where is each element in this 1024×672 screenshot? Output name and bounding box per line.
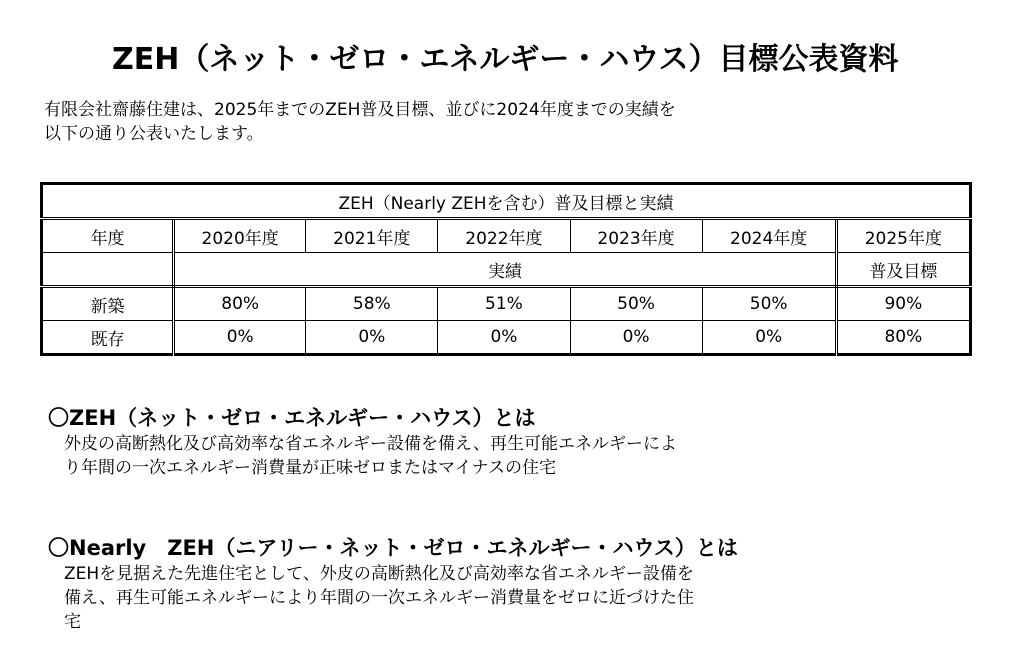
row-label-cell: 新築 [42, 287, 174, 321]
year-cell: 2021年度 [306, 219, 438, 253]
value-cell: 51% [438, 287, 570, 321]
intro-line: 有限会社齋藤住建は、2025年までのZEH普及目標、並びに2024年度までの実績を [44, 100, 676, 120]
table-header-row [42, 219, 971, 253]
definition-line: ZEHを見据えた先進住宅として、外皮の高断熱化及び高効率な省エネルギー設備を [64, 564, 694, 584]
definition-line: り年間の一次エネルギー消費量が正味ゼロまたはマイナスの住宅 [64, 458, 556, 478]
table-caption: ZEH（Nearly ZEHを含む）普及目標と実績 [42, 184, 971, 219]
zeh-target-table [40, 182, 972, 356]
table-subheader-row [42, 253, 971, 287]
intro-line: 以下の通り公表いたします。 [44, 124, 264, 144]
nearly-zeh-definition-heading: 〇Nearly ZEH（ニアリー・ネット・ゼロ・エネルギー・ハウス）とは [48, 536, 738, 560]
value-cell: 0% [570, 321, 702, 355]
definition-line: 宅 [64, 612, 81, 632]
value-cell: 58% [306, 287, 438, 321]
row-label-cell: 既存 [42, 321, 174, 355]
value-cell: 0% [702, 321, 836, 355]
value-cell: 0% [438, 321, 570, 355]
page-title: ZEH（ネット・ゼロ・エネルギー・ハウス）目標公表資料 [112, 42, 899, 77]
year-cell: 2020年度 [174, 219, 306, 253]
year-cell: 2022年度 [438, 219, 570, 253]
value-cell: 0% [174, 321, 306, 355]
intro-paragraph [44, 98, 676, 146]
nearly-zeh-definition-body [64, 562, 694, 634]
definition-line: 備え、再生可能エネルギーにより年間の一次エネルギー消費量をゼロに近づけた住 [64, 588, 695, 608]
value-cell: 50% [702, 287, 836, 321]
value-cell: 50% [570, 287, 702, 321]
target-label-cell: 普及目標 [836, 253, 970, 287]
table-row [42, 287, 971, 321]
target-value-cell: 90% [836, 287, 970, 321]
zeh-definition-heading: 〇ZEH（ネット・ゼロ・エネルギー・ハウス）とは [48, 406, 536, 430]
target-year-cell: 2025年度 [836, 219, 970, 253]
results-label-cell: 実績 [174, 253, 837, 287]
year-cell: 2023年度 [570, 219, 702, 253]
target-value-cell: 80% [836, 321, 970, 355]
year-cell: 2024年度 [702, 219, 836, 253]
table-row [42, 321, 971, 355]
year-header-cell: 年度 [42, 219, 174, 253]
value-cell: 80% [174, 287, 306, 321]
value-cell: 0% [306, 321, 438, 355]
table-caption-row [42, 184, 971, 219]
zeh-definition-body [64, 432, 677, 480]
definition-line: 外皮の高断熱化及び高効率な省エネルギー設備を備え、再生可能エネルギーによ [64, 434, 678, 454]
empty-cell [42, 253, 174, 287]
